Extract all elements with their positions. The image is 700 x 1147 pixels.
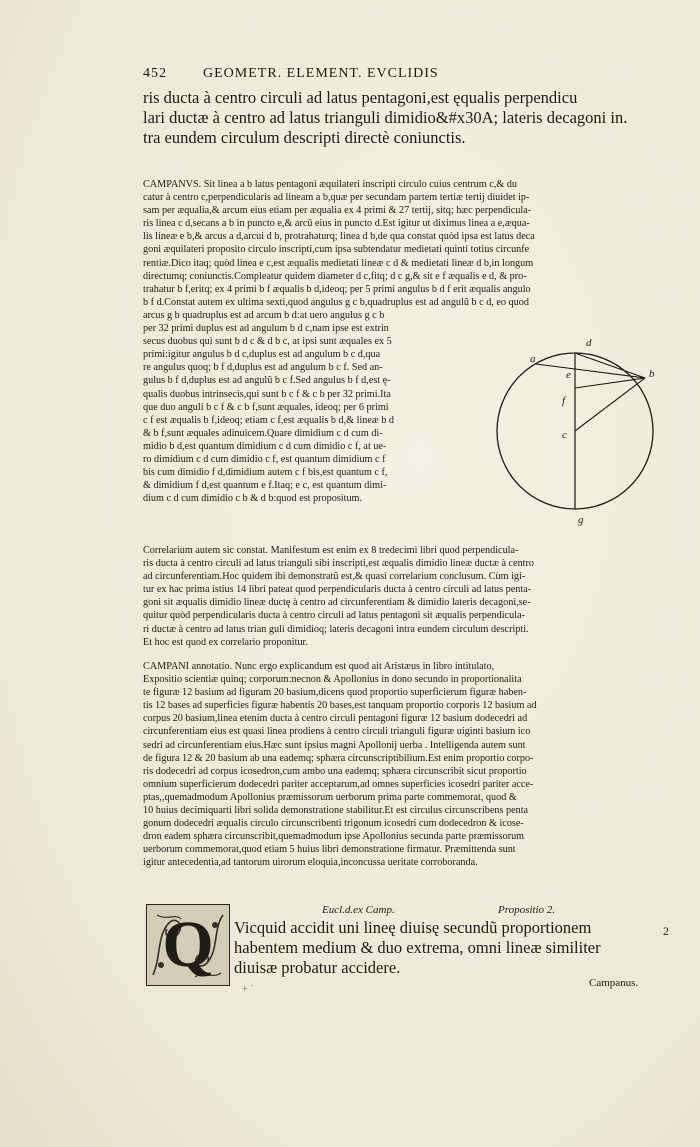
label-g: g [578, 514, 584, 526]
text-line: per 32 primi duplus est ad angulum b d c,nam ipse est extrin [143, 323, 389, 335]
text-line: corpus 20 basium,linea etenim ducta à centro circuli pentagoni figuræ 12 basium dodecedri ad [143, 713, 528, 725]
text-line: bis cum dimidio f d,dimidium autem c f bis,est quantum c f, [143, 467, 388, 479]
text-line: secus duobus qui sunt b d c & d b c, at ipsi sunt æquales ex 5 [143, 336, 392, 348]
text-line: trahatur b f,eritq; ex 4 primi b f æqualis b d,ideoq; per 5 primi angulus b d f erit æqualis angulo [143, 283, 531, 295]
text-line: lis lineæ e b,& arcus a d,arcui d b, protrahaturq; linea d b,de qua constat quòd ipsa est latus deca [143, 231, 535, 243]
label-e: e [566, 369, 571, 381]
decorated-initial [146, 904, 230, 986]
text-line: omnium superficierum dodecedri pariter acceptarum,ad omnes superficies icosedri pariter acce- [143, 778, 534, 790]
text-line: que duo anguli b c f & c b f,sunt æquales, ideoq; per 6 primi [143, 401, 389, 413]
text-line: circunferentiam eius est quasi linea prodiens à centro circuli trianguli figuræ uiginti basium ico [143, 726, 531, 738]
text-line: Correlarium autem sic constat. Manifestum est enim ex 8 tredecimi libri quod perpendicula- [143, 545, 519, 556]
text-line: & dimidium f d,est quantum e f.Itaq; e c, est quantum dimi- [143, 480, 387, 492]
lead-line: tra eundem circulum descripti directè coniunctis. [143, 128, 466, 147]
text-line: ri ductæ à centro ad latus trian guli dimidioq; lateris decagoni intra eundem circulum descripti. [143, 623, 529, 635]
correlarium-paragraph [143, 544, 555, 649]
initial-letter: Q [162, 908, 214, 981]
statement-line: diuisæ probatur accidere. [234, 958, 401, 977]
text-line: dium c d cum dimidio c b & d b:quod est propositum. [143, 493, 363, 505]
lead-paragraph [143, 88, 628, 148]
label-f: f [562, 395, 566, 407]
text-line: qualis duobus intrinsecis,qui sunt b c f & c b per 32 primi.Ita [143, 388, 391, 400]
text-line: catur à centro c,perpendicularis ad lineam a b,quæ per secundam partem tertiæ tertij diuidet ip- [143, 192, 530, 204]
text-line: de figura 12 & 20 basium ab una eademq; sphæra circunscriptibilium.Est enim proportio corpo- [143, 752, 534, 764]
text-line: gonum dodecedri æqualis circulo circunscribenti trigonum icosedri cum dodecedron & icose- [143, 818, 524, 830]
text-line: ris ducta à centro circuli ad latus trianguli sibi inscripti,est æqualis dimidio lineæ ductæ à centro [143, 558, 535, 570]
text-line: primi:igitur angulus b d c,duplus est ad angulum b c d,qua [143, 349, 381, 361]
text-line: midio b d,est quantum dimidium c d cum dimidio c f, at ue- [143, 440, 387, 452]
running-title: GEOMETR. ELEMENT. EVCLIDIS [203, 66, 439, 81]
text-line: sedri ad circunferentiam eius.Hæc sunt ipsius magni Apollonij uerba . Intelligenda autem sunt [143, 739, 526, 751]
text-line: uerborum commemorat,quod etiam 5 huius libri demonstratione firmatur. Præmittenda sunt [143, 844, 516, 856]
text-line: re angulus quoq; b f d,duplus est ad angulum b c f. Sed an- [143, 362, 383, 374]
text-line: te figuræ 12 basium ad figuram 20 basium,dicens quod proportio superficierum figuræ haben- [143, 687, 527, 699]
text-line: ris dodecedri ad corpus icosedron,cum ambo una eademq; sphæra circunscribit sicut proportio [143, 765, 527, 777]
campani-annotatio [143, 660, 555, 870]
label-d: d [586, 337, 592, 349]
source-label: Eucl.d.ex Camp. [322, 904, 395, 916]
text-line: & b f,sunt æquales adinuicem.Quare dimidium c d cum di- [143, 427, 383, 439]
running-header [143, 66, 553, 88]
statement-line: habentem medium & duo extrema, omni lineæ similiter [234, 938, 601, 957]
text-line: tur ex hac prima istius 14 libri pateat quod perpendicularis ducta à centro circuli ad latus penta- [143, 584, 532, 596]
text-line: igitur antecedentia,ad tantorum uirorum eloquia,inconcussa ueritate corroboranda. [143, 857, 478, 869]
text-line: Et hoc est quod ex correlario proponitur. [143, 636, 308, 648]
text-line: directumq; coniunctis.Compleatur quidem diameter d c,fitq; d c g,& sit e f æqualis e d, & pro- [143, 270, 527, 282]
label-a: a [530, 353, 536, 365]
proposition-statement [234, 918, 601, 978]
printer-marks: + ˙ [242, 984, 254, 995]
text-line: goni æquilateri proposito circulo inscripti,cum ipsa subtendatur medietati quinti totius circunfe [143, 244, 530, 256]
lead-line: lari ductæ à centro ad latus trianguli dimidio&#x30A; lateris decagoni in. [143, 108, 628, 127]
text-line: CAMPANVS. Sit linea a b latus pentagoni æquilateri inscripti circulo cuius centrum c,& du [143, 179, 517, 190]
text-line: ptas,,quemadmodum Apollonius præmissorum uerborum prima parte commemorat, quod & [143, 791, 517, 803]
margin-number: 2 [663, 924, 669, 938]
label-c: c [562, 429, 567, 441]
text-line: b f d.Constat autem ex ultima sexti,quod angulus g c b,quadruplus est ad angulũ b c d, eo quod [143, 296, 529, 308]
label-b: b [649, 368, 655, 380]
text-line: Expositio scientiæ quinq; corporum:necnon & Apollonius in dono secundo in proportionalita [143, 674, 522, 686]
text-line: tis 12 bases ad superficies figuræ habentis 20 bases,est tanquam proportio corporis 12 basium ad [143, 700, 537, 712]
decagon-side-db [575, 353, 645, 378]
pentagon-side-ab [536, 364, 645, 378]
lead-line: ris ducta à centro circuli ad latus pentagoni,est ęqualis perpendicu [143, 88, 578, 107]
proposition-number: Propositio 2. [498, 904, 556, 916]
text-line: CAMPANI annotatio. Nunc ergo explicandum est quod ait Aristæus in libro intitulato, [143, 661, 495, 672]
text-line: quitur quòd perpendicularis ducta à centro circuli ad latus pentagoni sit æqualis perpendicula- [143, 610, 525, 622]
text-line: goni sit æqualis dimidio lineæ ductę à centro ad circunferentiam & dimidio lateris decagoni,se- [143, 597, 531, 609]
statement-line: Vicquid accidit uni lineę diuisę secundũ proportionem [234, 918, 592, 937]
text-line: arcus g b quadruplus est ad arcum b d:at uero angulus g c b [143, 310, 385, 321]
text-line: ad circunferentiam.Hoc quidem ibi demonstratũ est,& quasi correlarium conclusum. Cùm igi- [143, 571, 526, 583]
campanus-commentary [143, 178, 555, 309]
text-line: sam per æqualia,& arcum eius etiam per æqualia ex 4 primi & 27 tertij, sitq; hæc perpendicula- [143, 205, 532, 217]
text-line: 10 huius decimiquarti libri solida demonstratione stabilitur.Et est circulus circunscribens penta [143, 805, 529, 817]
text-line: ro dimidium c d cum dimidio c f, est quantum dimidium c f [143, 454, 386, 466]
text-line: gulus b f d,duplus est ad angulũ b c f.Sed angulus b f d,est ę- [143, 375, 391, 387]
circle-diagram [500, 316, 690, 538]
campanus-catchword: Campanus. [589, 977, 639, 989]
text-line: ris linea c d,secans a b in puncto e,& arcũ eius in puncto d.Est igitur ut diximus linea a e,æqua- [143, 218, 530, 230]
page-number: 452 [143, 66, 167, 81]
narrow-commentary [143, 309, 473, 505]
text-line: dron eadem sphæra circunscribit,quemadmodum ipse Apollonius secunda parte præmissorum [143, 831, 525, 843]
text-line: rentiæ.Dico itaq; quòd linea e c,est æqualis medietati lineæ c d & medietati lineæ d b,in longum [143, 257, 534, 269]
text-line: c f est æqualis b f,ideoq; etiam c f,est æqualis b d,& lineæ b d [143, 414, 394, 426]
geometric-figure [500, 316, 690, 538]
